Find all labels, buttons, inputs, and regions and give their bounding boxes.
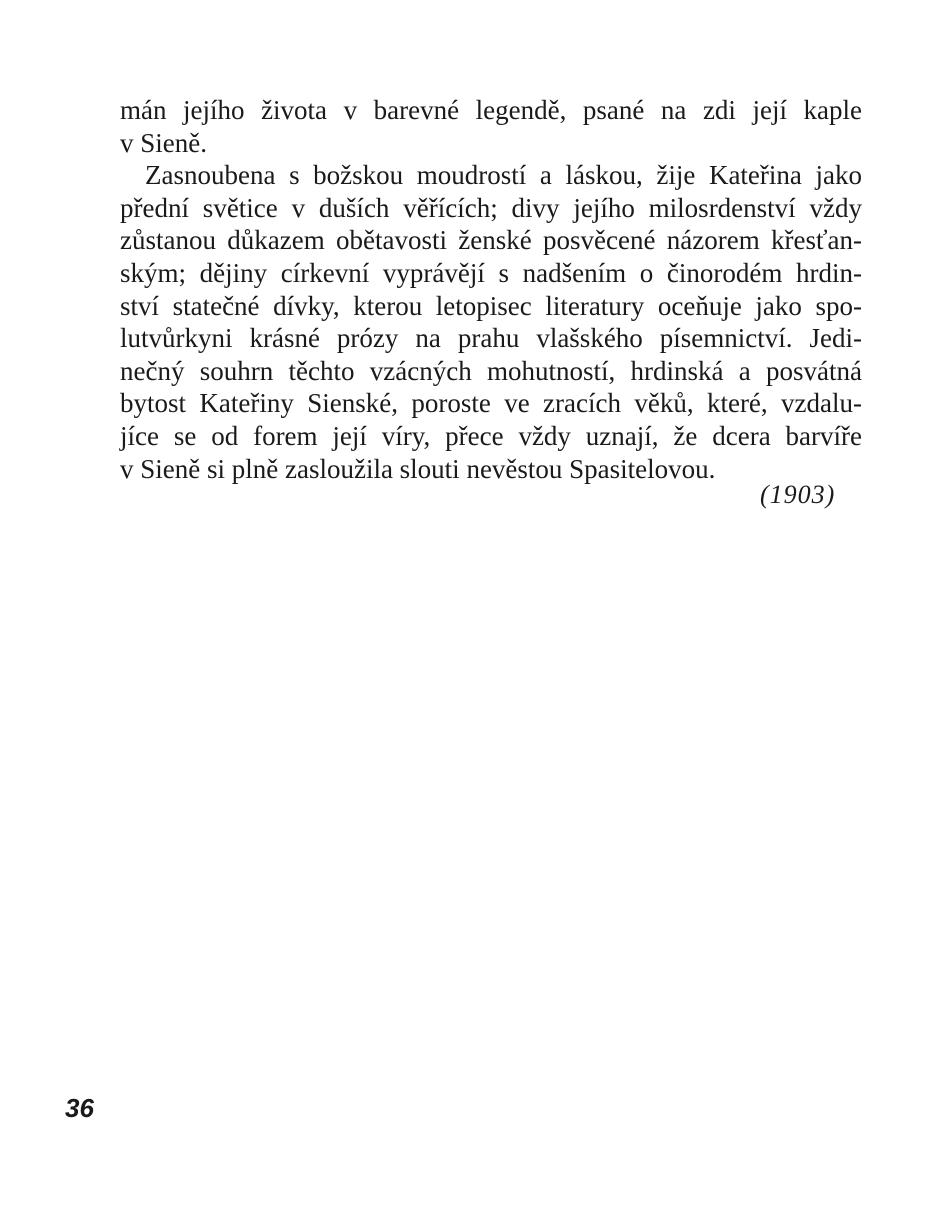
text-line: bytost Kateřiny Sienské, poroste ve zracích věků, které, vzdalu- bbox=[120, 388, 862, 419]
text-line: v Sieně. bbox=[120, 127, 207, 158]
text-line: jíce se od forem její víry, přece vždy uznají, že dcera barvíře bbox=[120, 420, 862, 451]
date-note: (1903) bbox=[760, 480, 836, 509]
text-line: zůstanou důkazem obětavosti ženské posvěcené názorem křesťan- bbox=[120, 225, 862, 256]
text-line: Zasnoubena s božskou moudrostí a láskou, žije Kateřina jako bbox=[145, 160, 862, 191]
page-number: 36 bbox=[65, 1093, 94, 1123]
text-line: ským; dějiny církevní vyprávějí s nadšením o činorodém hrdin- bbox=[120, 257, 862, 288]
text-line: přední světice v duších věřících; divy jejího milosrdenství vždy bbox=[120, 192, 862, 223]
text-line: nečný souhrn těchto vzácných mohutností, hrdinská a posvátná bbox=[120, 355, 862, 386]
text-line: ství statečné dívky, kterou letopisec literatury oceňuje jako spo- bbox=[120, 290, 862, 321]
text-line: v Sieně si plně zasloužila slouti nevěstou Spasitelovou. bbox=[120, 453, 716, 484]
text-line: mán jejího života v barevné legendě, psané na zdi její kaple bbox=[120, 95, 862, 125]
body-text bbox=[120, 94, 862, 485]
text-line: lutvůrkyni krásné prózy na prahu vlašského písemnictví. Jedi- bbox=[120, 323, 862, 354]
